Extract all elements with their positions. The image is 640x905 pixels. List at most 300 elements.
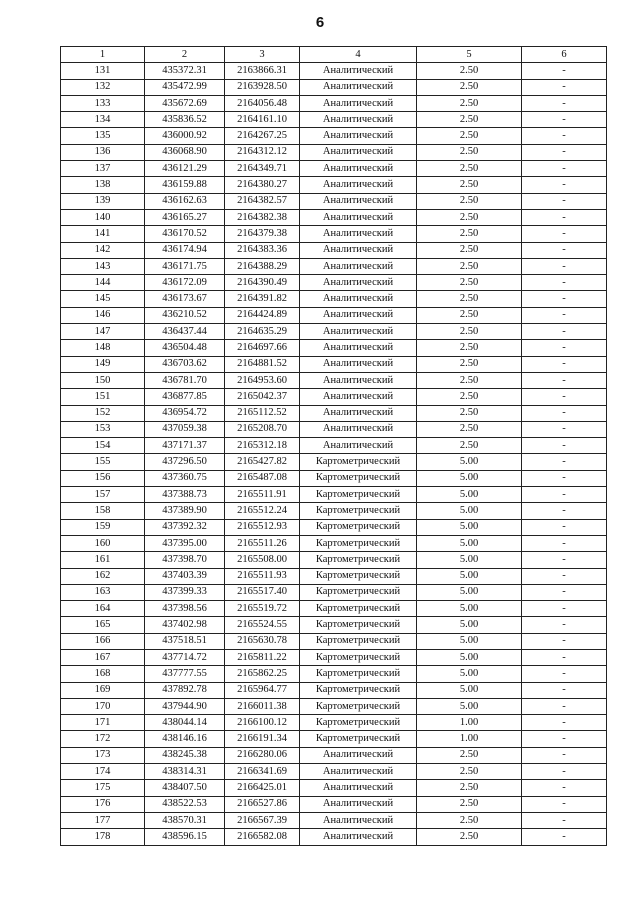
description-cell: - (522, 487, 607, 503)
point-number-cell: 171 (61, 715, 145, 731)
y-coordinate-cell: 2164635.29 (225, 324, 300, 340)
point-number-cell: 172 (61, 731, 145, 747)
method-cell: Аналитический (300, 324, 417, 340)
point-number-cell: 161 (61, 552, 145, 568)
accuracy-cell: 5.00 (417, 552, 522, 568)
accuracy-cell: 5.00 (417, 584, 522, 600)
table-row (61, 649, 607, 665)
x-coordinate-cell: 437171.37 (145, 438, 225, 454)
table-row (61, 128, 607, 144)
y-coordinate-cell: 2164382.57 (225, 193, 300, 209)
y-coordinate-cell: 2165427.82 (225, 454, 300, 470)
description-cell: - (522, 226, 607, 242)
table-row (61, 535, 607, 551)
accuracy-cell: 5.00 (417, 601, 522, 617)
point-number-cell: 159 (61, 519, 145, 535)
point-number-cell: 167 (61, 649, 145, 665)
x-coordinate-cell: 437398.56 (145, 601, 225, 617)
table-row (61, 519, 607, 535)
point-number-cell: 150 (61, 372, 145, 388)
table-row (61, 79, 607, 95)
point-number-cell: 149 (61, 356, 145, 372)
accuracy-cell: 2.50 (417, 812, 522, 828)
table-row (61, 731, 607, 747)
x-coordinate-cell: 437059.38 (145, 421, 225, 437)
point-number-cell: 137 (61, 161, 145, 177)
page-number: 6 (315, 14, 325, 31)
y-coordinate-cell: 2165811.22 (225, 649, 300, 665)
method-cell: Картометрический (300, 617, 417, 633)
method-cell: Аналитический (300, 112, 417, 128)
description-cell: - (522, 568, 607, 584)
y-coordinate-cell: 2164391.82 (225, 291, 300, 307)
table-row (61, 324, 607, 340)
method-cell: Аналитический (300, 209, 417, 225)
description-cell: - (522, 95, 607, 111)
x-coordinate-cell: 436210.52 (145, 307, 225, 323)
point-number-cell: 164 (61, 601, 145, 617)
table-row (61, 470, 607, 486)
point-number-cell: 173 (61, 747, 145, 763)
method-cell: Картометрический (300, 470, 417, 486)
description-cell: - (522, 63, 607, 79)
x-coordinate-cell: 438044.14 (145, 715, 225, 731)
y-coordinate-cell: 2164349.71 (225, 161, 300, 177)
table-row (61, 780, 607, 796)
point-number-cell: 175 (61, 780, 145, 796)
description-cell: - (522, 275, 607, 291)
accuracy-cell: 2.50 (417, 275, 522, 291)
accuracy-cell: 2.50 (417, 340, 522, 356)
y-coordinate-cell: 2166567.39 (225, 812, 300, 828)
description-cell: - (522, 764, 607, 780)
point-number-cell: 136 (61, 144, 145, 160)
method-cell: Картометрический (300, 715, 417, 731)
point-number-cell: 174 (61, 764, 145, 780)
point-number-cell: 135 (61, 128, 145, 144)
point-number-cell: 166 (61, 633, 145, 649)
description-cell: - (522, 470, 607, 486)
description-cell: - (522, 747, 607, 763)
x-coordinate-cell: 436000.92 (145, 128, 225, 144)
table-row (61, 812, 607, 828)
accuracy-cell: 2.50 (417, 63, 522, 79)
accuracy-cell: 2.50 (417, 307, 522, 323)
description-cell: - (522, 421, 607, 437)
accuracy-cell: 2.50 (417, 226, 522, 242)
description-cell: - (522, 519, 607, 535)
accuracy-cell: 2.50 (417, 324, 522, 340)
description-cell: - (522, 177, 607, 193)
accuracy-cell: 5.00 (417, 535, 522, 551)
y-coordinate-cell: 2165508.00 (225, 552, 300, 568)
table-row (61, 193, 607, 209)
x-coordinate-cell: 436703.62 (145, 356, 225, 372)
table-row (61, 454, 607, 470)
description-cell: - (522, 666, 607, 682)
y-coordinate-cell: 2164388.29 (225, 258, 300, 274)
point-number-cell: 154 (61, 438, 145, 454)
table-row (61, 666, 607, 682)
point-number-cell: 178 (61, 829, 145, 845)
column-header-1: 1 (61, 47, 145, 63)
method-cell: Аналитический (300, 63, 417, 79)
point-number-cell: 138 (61, 177, 145, 193)
accuracy-cell: 2.50 (417, 780, 522, 796)
description-cell: - (522, 812, 607, 828)
method-cell: Аналитический (300, 193, 417, 209)
point-number-cell: 169 (61, 682, 145, 698)
description-cell: - (522, 209, 607, 225)
description-cell: - (522, 372, 607, 388)
x-coordinate-cell: 437395.00 (145, 535, 225, 551)
x-coordinate-cell: 436159.88 (145, 177, 225, 193)
accuracy-cell: 5.00 (417, 454, 522, 470)
description-cell: - (522, 552, 607, 568)
description-cell: - (522, 682, 607, 698)
accuracy-cell: 2.50 (417, 161, 522, 177)
accuracy-cell: 2.50 (417, 438, 522, 454)
y-coordinate-cell: 2163866.31 (225, 63, 300, 79)
description-cell: - (522, 731, 607, 747)
method-cell: Аналитический (300, 291, 417, 307)
accuracy-cell: 5.00 (417, 698, 522, 714)
accuracy-cell: 5.00 (417, 649, 522, 665)
table-row (61, 275, 607, 291)
method-cell: Картометрический (300, 519, 417, 535)
point-number-cell: 160 (61, 535, 145, 551)
x-coordinate-cell: 437392.32 (145, 519, 225, 535)
y-coordinate-cell: 2166425.01 (225, 780, 300, 796)
y-coordinate-cell: 2164697.66 (225, 340, 300, 356)
table-row (61, 503, 607, 519)
table-row (61, 698, 607, 714)
description-cell: - (522, 438, 607, 454)
y-coordinate-cell: 2164382.38 (225, 209, 300, 225)
description-cell: - (522, 796, 607, 812)
point-number-cell: 143 (61, 258, 145, 274)
x-coordinate-cell: 436504.48 (145, 340, 225, 356)
table-row (61, 715, 607, 731)
x-coordinate-cell: 436171.75 (145, 258, 225, 274)
point-number-cell: 152 (61, 405, 145, 421)
point-number-cell: 147 (61, 324, 145, 340)
x-coordinate-cell: 437403.39 (145, 568, 225, 584)
y-coordinate-cell: 2165312.18 (225, 438, 300, 454)
y-coordinate-cell: 2164383.36 (225, 242, 300, 258)
y-coordinate-cell: 2165208.70 (225, 421, 300, 437)
method-cell: Аналитический (300, 747, 417, 763)
x-coordinate-cell: 435672.69 (145, 95, 225, 111)
y-coordinate-cell: 2165512.24 (225, 503, 300, 519)
x-coordinate-cell: 436170.52 (145, 226, 225, 242)
description-cell: - (522, 649, 607, 665)
point-number-cell: 145 (61, 291, 145, 307)
description-cell: - (522, 356, 607, 372)
y-coordinate-cell: 2165524.55 (225, 617, 300, 633)
accuracy-cell: 2.50 (417, 177, 522, 193)
y-coordinate-cell: 2164312.12 (225, 144, 300, 160)
accuracy-cell: 5.00 (417, 487, 522, 503)
accuracy-cell: 5.00 (417, 666, 522, 682)
x-coordinate-cell: 437402.98 (145, 617, 225, 633)
y-coordinate-cell: 2164379.38 (225, 226, 300, 242)
column-header-5: 5 (417, 47, 522, 63)
table-row (61, 307, 607, 323)
method-cell: Аналитический (300, 275, 417, 291)
accuracy-cell: 2.50 (417, 258, 522, 274)
description-cell: - (522, 535, 607, 551)
x-coordinate-cell: 436781.70 (145, 372, 225, 388)
x-coordinate-cell: 437389.90 (145, 503, 225, 519)
accuracy-cell: 5.00 (417, 503, 522, 519)
x-coordinate-cell: 438314.31 (145, 764, 225, 780)
table-row (61, 438, 607, 454)
y-coordinate-cell: 2164953.60 (225, 372, 300, 388)
accuracy-cell: 2.50 (417, 372, 522, 388)
description-cell: - (522, 291, 607, 307)
x-coordinate-cell: 437296.50 (145, 454, 225, 470)
x-coordinate-cell: 437892.78 (145, 682, 225, 698)
method-cell: Картометрический (300, 731, 417, 747)
x-coordinate-cell: 436172.09 (145, 275, 225, 291)
method-cell: Аналитический (300, 829, 417, 845)
table-body (61, 63, 607, 845)
x-coordinate-cell: 438570.31 (145, 812, 225, 828)
method-cell: Аналитический (300, 161, 417, 177)
accuracy-cell: 2.50 (417, 389, 522, 405)
table-row (61, 112, 607, 128)
x-coordinate-cell: 438146.16 (145, 731, 225, 747)
table-row (61, 568, 607, 584)
point-number-cell: 162 (61, 568, 145, 584)
description-cell: - (522, 307, 607, 323)
method-cell: Картометрический (300, 568, 417, 584)
x-coordinate-cell: 438407.50 (145, 780, 225, 796)
y-coordinate-cell: 2165511.93 (225, 568, 300, 584)
accuracy-cell: 2.50 (417, 291, 522, 307)
table-row (61, 764, 607, 780)
point-number-cell: 146 (61, 307, 145, 323)
method-cell: Аналитический (300, 79, 417, 95)
point-number-cell: 176 (61, 796, 145, 812)
table-row (61, 682, 607, 698)
header-row (61, 47, 607, 63)
table-row (61, 617, 607, 633)
point-number-cell: 158 (61, 503, 145, 519)
description-cell: - (522, 389, 607, 405)
point-number-cell: 142 (61, 242, 145, 258)
method-cell: Аналитический (300, 128, 417, 144)
accuracy-cell: 2.50 (417, 829, 522, 845)
point-number-cell: 144 (61, 275, 145, 291)
point-number-cell: 151 (61, 389, 145, 405)
y-coordinate-cell: 2166191.34 (225, 731, 300, 747)
method-cell: Картометрический (300, 633, 417, 649)
x-coordinate-cell: 437388.73 (145, 487, 225, 503)
y-coordinate-cell: 2165512.93 (225, 519, 300, 535)
accuracy-cell: 2.50 (417, 764, 522, 780)
description-cell: - (522, 633, 607, 649)
x-coordinate-cell: 436165.27 (145, 209, 225, 225)
method-cell: Картометрический (300, 503, 417, 519)
method-cell: Аналитический (300, 177, 417, 193)
description-cell: - (522, 780, 607, 796)
y-coordinate-cell: 2164161.10 (225, 112, 300, 128)
accuracy-cell: 5.00 (417, 568, 522, 584)
y-coordinate-cell: 2166341.69 (225, 764, 300, 780)
accuracy-cell: 5.00 (417, 519, 522, 535)
method-cell: Картометрический (300, 698, 417, 714)
description-cell: - (522, 161, 607, 177)
table-row (61, 601, 607, 617)
table-row (61, 63, 607, 79)
table-row (61, 209, 607, 225)
method-cell: Аналитический (300, 780, 417, 796)
accuracy-cell: 2.50 (417, 421, 522, 437)
y-coordinate-cell: 2166280.06 (225, 747, 300, 763)
point-number-cell: 131 (61, 63, 145, 79)
method-cell: Аналитический (300, 438, 417, 454)
table-header (61, 47, 607, 63)
accuracy-cell: 1.00 (417, 731, 522, 747)
table-row (61, 161, 607, 177)
y-coordinate-cell: 2165517.40 (225, 584, 300, 600)
y-coordinate-cell: 2164881.52 (225, 356, 300, 372)
y-coordinate-cell: 2165964.77 (225, 682, 300, 698)
x-coordinate-cell: 436162.63 (145, 193, 225, 209)
table-row (61, 421, 607, 437)
point-number-cell: 156 (61, 470, 145, 486)
point-number-cell: 134 (61, 112, 145, 128)
y-coordinate-cell: 2163928.50 (225, 79, 300, 95)
table-row (61, 242, 607, 258)
method-cell: Аналитический (300, 226, 417, 242)
method-cell: Аналитический (300, 764, 417, 780)
table-row (61, 747, 607, 763)
description-cell: - (522, 242, 607, 258)
table-row (61, 552, 607, 568)
accuracy-cell: 2.50 (417, 356, 522, 372)
method-cell: Аналитический (300, 356, 417, 372)
method-cell: Аналитический (300, 796, 417, 812)
table-row (61, 796, 607, 812)
description-cell: - (522, 258, 607, 274)
x-coordinate-cell: 436954.72 (145, 405, 225, 421)
accuracy-cell: 2.50 (417, 112, 522, 128)
method-cell: Аналитический (300, 242, 417, 258)
method-cell: Аналитический (300, 389, 417, 405)
x-coordinate-cell: 437398.70 (145, 552, 225, 568)
coordinates-table (60, 46, 607, 846)
column-header-2: 2 (145, 47, 225, 63)
method-cell: Картометрический (300, 584, 417, 600)
description-cell: - (522, 829, 607, 845)
method-cell: Картометрический (300, 552, 417, 568)
description-cell: - (522, 340, 607, 356)
x-coordinate-cell: 435472.99 (145, 79, 225, 95)
accuracy-cell: 5.00 (417, 633, 522, 649)
y-coordinate-cell: 2165112.52 (225, 405, 300, 421)
y-coordinate-cell: 2164424.89 (225, 307, 300, 323)
method-cell: Картометрический (300, 601, 417, 617)
description-cell: - (522, 79, 607, 95)
accuracy-cell: 2.50 (417, 95, 522, 111)
point-number-cell: 163 (61, 584, 145, 600)
method-cell: Аналитический (300, 405, 417, 421)
point-number-cell: 157 (61, 487, 145, 503)
description-cell: - (522, 324, 607, 340)
y-coordinate-cell: 2166582.08 (225, 829, 300, 845)
y-coordinate-cell: 2166527.86 (225, 796, 300, 812)
point-number-cell: 133 (61, 95, 145, 111)
table-row (61, 95, 607, 111)
accuracy-cell: 2.50 (417, 128, 522, 144)
method-cell: Аналитический (300, 421, 417, 437)
table-row (61, 584, 607, 600)
accuracy-cell: 5.00 (417, 617, 522, 633)
y-coordinate-cell: 2166011.38 (225, 698, 300, 714)
point-number-cell: 132 (61, 79, 145, 95)
accuracy-cell: 2.50 (417, 405, 522, 421)
accuracy-cell: 2.50 (417, 209, 522, 225)
description-cell: - (522, 698, 607, 714)
y-coordinate-cell: 2165862.25 (225, 666, 300, 682)
accuracy-cell: 2.50 (417, 747, 522, 763)
description-cell: - (522, 503, 607, 519)
accuracy-cell: 5.00 (417, 470, 522, 486)
x-coordinate-cell: 435372.31 (145, 63, 225, 79)
description-cell: - (522, 112, 607, 128)
method-cell: Аналитический (300, 372, 417, 388)
table-row (61, 144, 607, 160)
point-number-cell: 165 (61, 617, 145, 633)
point-number-cell: 170 (61, 698, 145, 714)
accuracy-cell: 2.50 (417, 144, 522, 160)
table-row (61, 633, 607, 649)
method-cell: Аналитический (300, 144, 417, 160)
description-cell: - (522, 454, 607, 470)
description-cell: - (522, 601, 607, 617)
y-coordinate-cell: 2166100.12 (225, 715, 300, 731)
x-coordinate-cell: 435836.52 (145, 112, 225, 128)
table-row (61, 389, 607, 405)
method-cell: Аналитический (300, 307, 417, 323)
point-number-cell: 153 (61, 421, 145, 437)
accuracy-cell: 5.00 (417, 682, 522, 698)
method-cell: Картометрический (300, 666, 417, 682)
point-number-cell: 148 (61, 340, 145, 356)
accuracy-cell: 1.00 (417, 715, 522, 731)
method-cell: Аналитический (300, 95, 417, 111)
table-row (61, 487, 607, 503)
table-row (61, 405, 607, 421)
x-coordinate-cell: 437777.55 (145, 666, 225, 682)
method-cell: Аналитический (300, 812, 417, 828)
method-cell: Картометрический (300, 649, 417, 665)
table-row (61, 340, 607, 356)
table-row (61, 226, 607, 242)
x-coordinate-cell: 438245.38 (145, 747, 225, 763)
x-coordinate-cell: 437360.75 (145, 470, 225, 486)
point-number-cell: 168 (61, 666, 145, 682)
method-cell: Картометрический (300, 535, 417, 551)
x-coordinate-cell: 438596.15 (145, 829, 225, 845)
y-coordinate-cell: 2164267.25 (225, 128, 300, 144)
table-row (61, 372, 607, 388)
table-row (61, 291, 607, 307)
x-coordinate-cell: 438522.53 (145, 796, 225, 812)
